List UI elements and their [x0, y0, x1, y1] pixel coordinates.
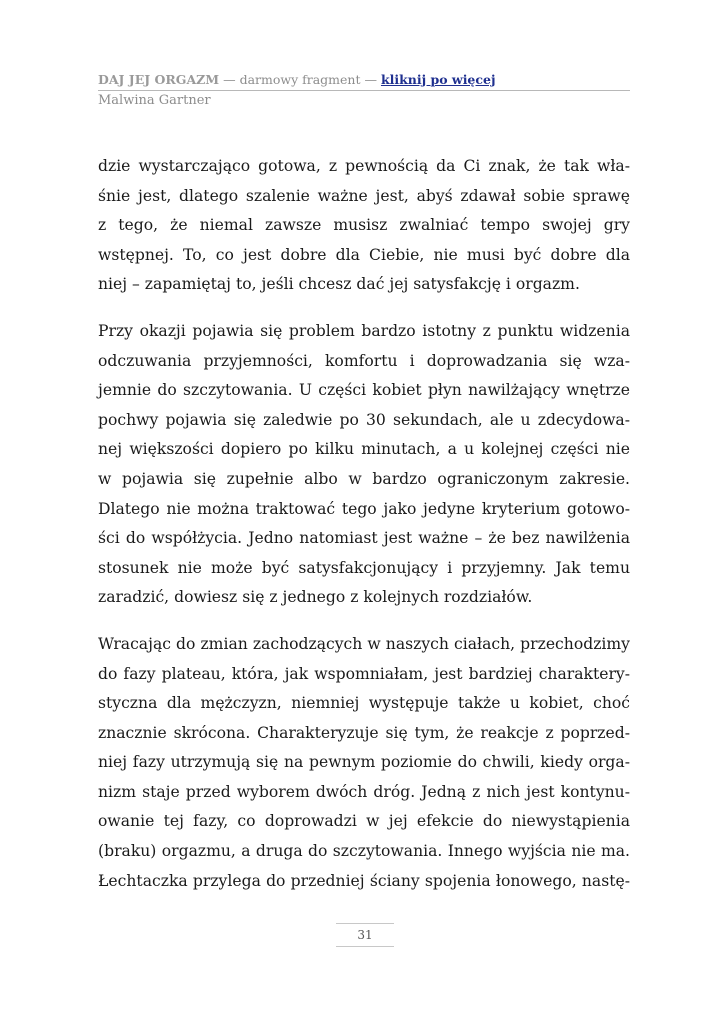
text-line: owanie tej fazy, co doprowadzi w jej efekcie do niewystąpienia: [98, 812, 630, 831]
book-title: DAJ JEJ ORGAZM: [98, 72, 220, 87]
more-link[interactable]: kliknij po więcej: [380, 72, 496, 87]
text-line: Dlatego nie można traktować tego jako jedyne kryterium gotowo-: [98, 499, 630, 518]
paragraph-1: [98, 152, 630, 300]
page-number: 31: [357, 928, 373, 942]
header-separator-2: —: [360, 72, 381, 87]
header-separator-1: —: [219, 72, 240, 87]
text-line: w pojawia się zupełnie albo w bardzo ograniczonym zakresie.: [98, 469, 630, 488]
text-line: nizm staje przed wyborem dwóch dróg. Jedną z nich jest kontynu-: [98, 782, 630, 801]
text-line: z tego, że niemal zawsze musisz zwalniać tempo swojej gry: [98, 216, 630, 235]
page-footer: [336, 923, 394, 947]
header-divider: [98, 90, 630, 91]
text-line: styczna dla mężczyzn, niemniej występuje także u kobiet, choć: [98, 694, 630, 713]
text-line: śnie jest, dlatego szalenie ważne jest, abyś zdawał sobie sprawę: [98, 186, 630, 205]
running-header: [98, 72, 630, 109]
text-line: niej – zapamiętaj to, jeśli chcesz dać jej satysfakcję i orgazm.: [98, 275, 580, 294]
text-line: stosunek nie może być satysfakcjonujący i przyjemny. Jak temu: [98, 558, 630, 577]
paragraph-2: [98, 317, 630, 613]
text-line: nej większości dopiero po kilku minutach, a u kolejnej części nie: [98, 440, 630, 459]
header-subtitle: darmowy fragment: [239, 72, 361, 87]
author-name: Malwina Gartner: [98, 93, 211, 108]
text-line: znacznie skrócona. Charakteryzuje się tym, że reakcje z poprzed-: [98, 723, 630, 742]
text-line: do fazy plateau, która, jak wspomniałam, jest bardziej charaktery-: [98, 664, 630, 683]
text-line: pochwy pojawia się zaledwie po 30 sekundach, ale u zdecydowa-: [98, 410, 630, 429]
text-line: Przy okazji pojawia się problem bardzo istotny z punktu widzenia: [98, 321, 630, 340]
text-line: wstępnej. To, co jest dobre dla Ciebie, nie musi być dobre dla: [98, 245, 630, 264]
paragraph-3: [98, 630, 630, 896]
header-title-line: [98, 72, 630, 88]
text-line: jemnie do szczytowania. U części kobiet płyn nawilżający wnętrze: [98, 381, 630, 400]
text-line: Wracając do zmian zachodzących w naszych ciałach, przechodzimy: [98, 634, 630, 653]
text-line: odczuwania przyjemności, komfortu i doprowadzania się wza-: [98, 351, 630, 370]
text-line: dzie wystarczająco gotowa, z pewnością da Ci znak, że tak wła-: [98, 157, 630, 175]
text-line: Łechtaczka przylega do przedniej ściany spojenia łonowego, nastę-: [98, 871, 630, 890]
text-line: ści do współżycia. Jedno natomiast jest ważne – że bez nawilżenia: [98, 529, 630, 548]
footer-rule-bottom: [336, 946, 394, 947]
text-line: niej fazy utrzymują się na pewnym poziomie do chwili, kiedy orga-: [98, 753, 630, 772]
text-line: zaradzić, dowiesz się z jednego z kolejnych rozdziałów.: [98, 588, 533, 607]
text-line: (braku) orgazmu, a druga do szczytowania. Innego wyjścia nie ma.: [98, 842, 630, 861]
page-body: [98, 152, 630, 913]
